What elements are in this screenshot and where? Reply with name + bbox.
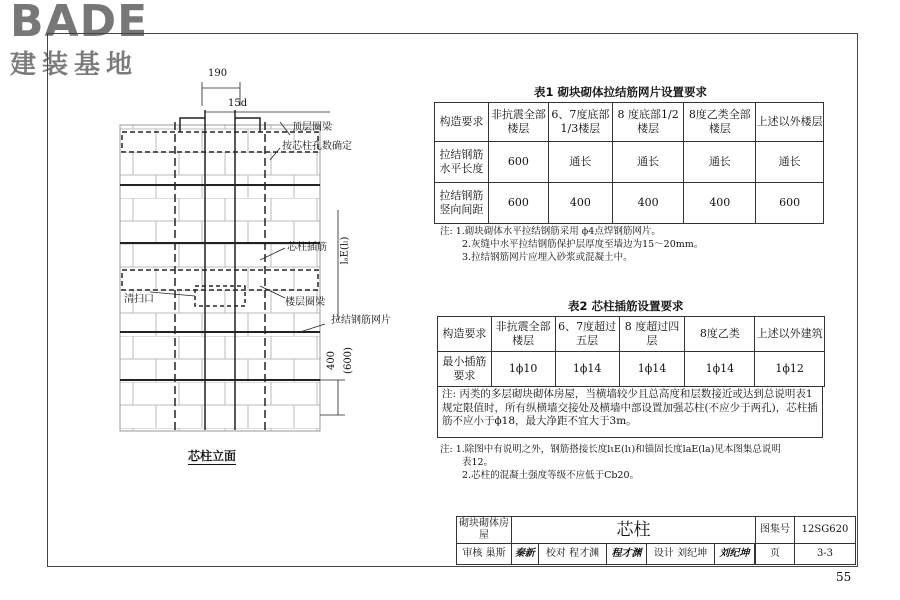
table-cell: 1ϕ10 <box>491 352 555 387</box>
table1-note-3: 3.拉结钢筋网片应埋入砂浆或混凝土中。 <box>462 252 633 263</box>
label-top-beam: 顶层圈梁 <box>292 122 332 133</box>
table1-header-cell: 8 度底部1/2楼层 <box>612 103 684 142</box>
general-note-2: 2.芯柱的混凝土强度等级不应低于Cb20。 <box>462 470 640 481</box>
table-cell: 1ϕ14 <box>619 352 685 387</box>
table-cell: 400 <box>548 183 612 224</box>
label-hole-count: 按芯柱孔数确定 <box>282 141 352 152</box>
table-cell: 400 <box>684 183 756 224</box>
table1-header-cell: 上述以外楼层 <box>756 103 824 142</box>
drawing-caption: 芯柱立面 <box>188 449 237 463</box>
page-number: 55 <box>836 570 852 584</box>
atlas-number: 12SG620 <box>795 517 856 544</box>
table-cell: 400 <box>612 183 684 224</box>
table2-header-cell: 8度乙类 <box>685 317 755 352</box>
table-cell: 1ϕ14 <box>685 352 755 387</box>
label-core-bar: 芯柱插筋 <box>287 242 327 253</box>
general-note-1b: 表12。 <box>462 457 494 468</box>
label-floor-beam: 楼层圈梁 <box>285 297 325 308</box>
table-cell: 最小插筋要求 <box>438 352 492 387</box>
table1-header-cell: 8度乙类全部楼层 <box>684 103 756 142</box>
page-code: 3-3 <box>795 544 856 565</box>
table1-title: 表1 砌块砌体拉结筋网片设置要求 <box>534 85 708 99</box>
check-label: 校对 <box>545 548 566 559</box>
table2-header-row <box>438 317 825 352</box>
table1-header-cell: 6、7度底部1/3楼层 <box>548 103 612 142</box>
table2-header-cell: 非抗震全部楼层 <box>491 317 555 352</box>
table2-header-cell: 6、7度超过五层 <box>555 317 619 352</box>
table1-header-cell: 非抗震全部楼层 <box>488 103 548 142</box>
table-cell: 600 <box>488 183 548 224</box>
table-cell: 通长 <box>612 142 684 183</box>
brand-logo-chinese: 建装基地 <box>10 50 139 80</box>
table2 <box>437 316 825 387</box>
table-cell: 通长 <box>548 142 612 183</box>
table-row <box>435 183 824 224</box>
table1-header-cell: 构造要求 <box>435 103 489 142</box>
review-label: 审核 <box>462 548 483 559</box>
core-column-elevation-drawing <box>110 60 440 470</box>
title-block <box>456 516 856 565</box>
table-cell: 1ϕ14 <box>555 352 619 387</box>
table-cell: 600 <box>756 183 824 224</box>
table-cell: 600 <box>488 142 548 183</box>
reviewer-name: 巢斯 <box>485 548 506 559</box>
table-row <box>435 142 824 183</box>
brand-logo-text: BADE <box>10 0 149 47</box>
table-cell: 通长 <box>684 142 756 183</box>
table1 <box>434 102 824 224</box>
table-cell: 1ϕ12 <box>755 352 825 387</box>
table2-note: 注: 丙类的多层砌块砌体房屋，当横墙较少且总高度和层数接近或达到总说明表1规定限值时，所有纵横墙交接处及横墙中部设置加强芯柱(不应少于两孔)，芯柱插筋不应小于ϕ18，最大净距不宜大于3m。 <box>437 386 823 438</box>
table1-note-1: 注: 1.砌块砌体水平拉结钢筋采用 ϕ4点焊钢筋网片。 <box>440 226 661 237</box>
design-label: 设计 <box>653 548 674 559</box>
dim-400: 400 <box>326 350 338 371</box>
table-cell: 通长 <box>756 142 824 183</box>
table2-title: 表2 芯柱插筋设置要求 <box>568 299 684 313</box>
reviewer-signature: 秦新 <box>512 544 539 565</box>
general-note-1: 注: 1.除图中有说明之外，钢筋搭接长度lιE(lι)和锚固长度laE(la)见本图集总说明 <box>440 444 781 455</box>
label-lae: lₐE(lₗ) <box>339 236 351 265</box>
page-label: 页 <box>756 544 795 565</box>
table-cell: 拉结钢筋水平长度 <box>435 142 489 183</box>
dim-600: (600) <box>342 347 354 374</box>
designer-signature: 刘纪坤 <box>715 544 754 565</box>
table2-header-cell: 8 度超过四层 <box>619 317 685 352</box>
title-category: 砌块砌体房屋 <box>457 517 512 544</box>
table2-header-cell: 上述以外建筑 <box>755 317 825 352</box>
table2-header-cell: 构造要求 <box>438 317 492 352</box>
dim-15d: 15d <box>228 98 248 109</box>
designer-name: 刘纪坤 <box>677 548 708 559</box>
table1-note-2: 2.灰缝中水平拉结钢筋保护层厚度至墙边为15～20mm。 <box>462 239 704 250</box>
checker-signature: 程才渊 <box>607 544 646 565</box>
label-mesh: 拉结钢筋网片 <box>331 315 391 326</box>
dim-190: 190 <box>208 68 228 79</box>
table-cell: 拉结钢筋竖向间距 <box>435 183 489 224</box>
label-cleanout: 清扫口 <box>124 294 154 305</box>
table1-header-row <box>435 103 824 142</box>
atlas-label: 图集号 <box>756 517 795 544</box>
checker-name: 程才渊 <box>569 548 600 559</box>
table-row <box>438 352 825 387</box>
title-name: 芯柱 <box>512 517 756 544</box>
